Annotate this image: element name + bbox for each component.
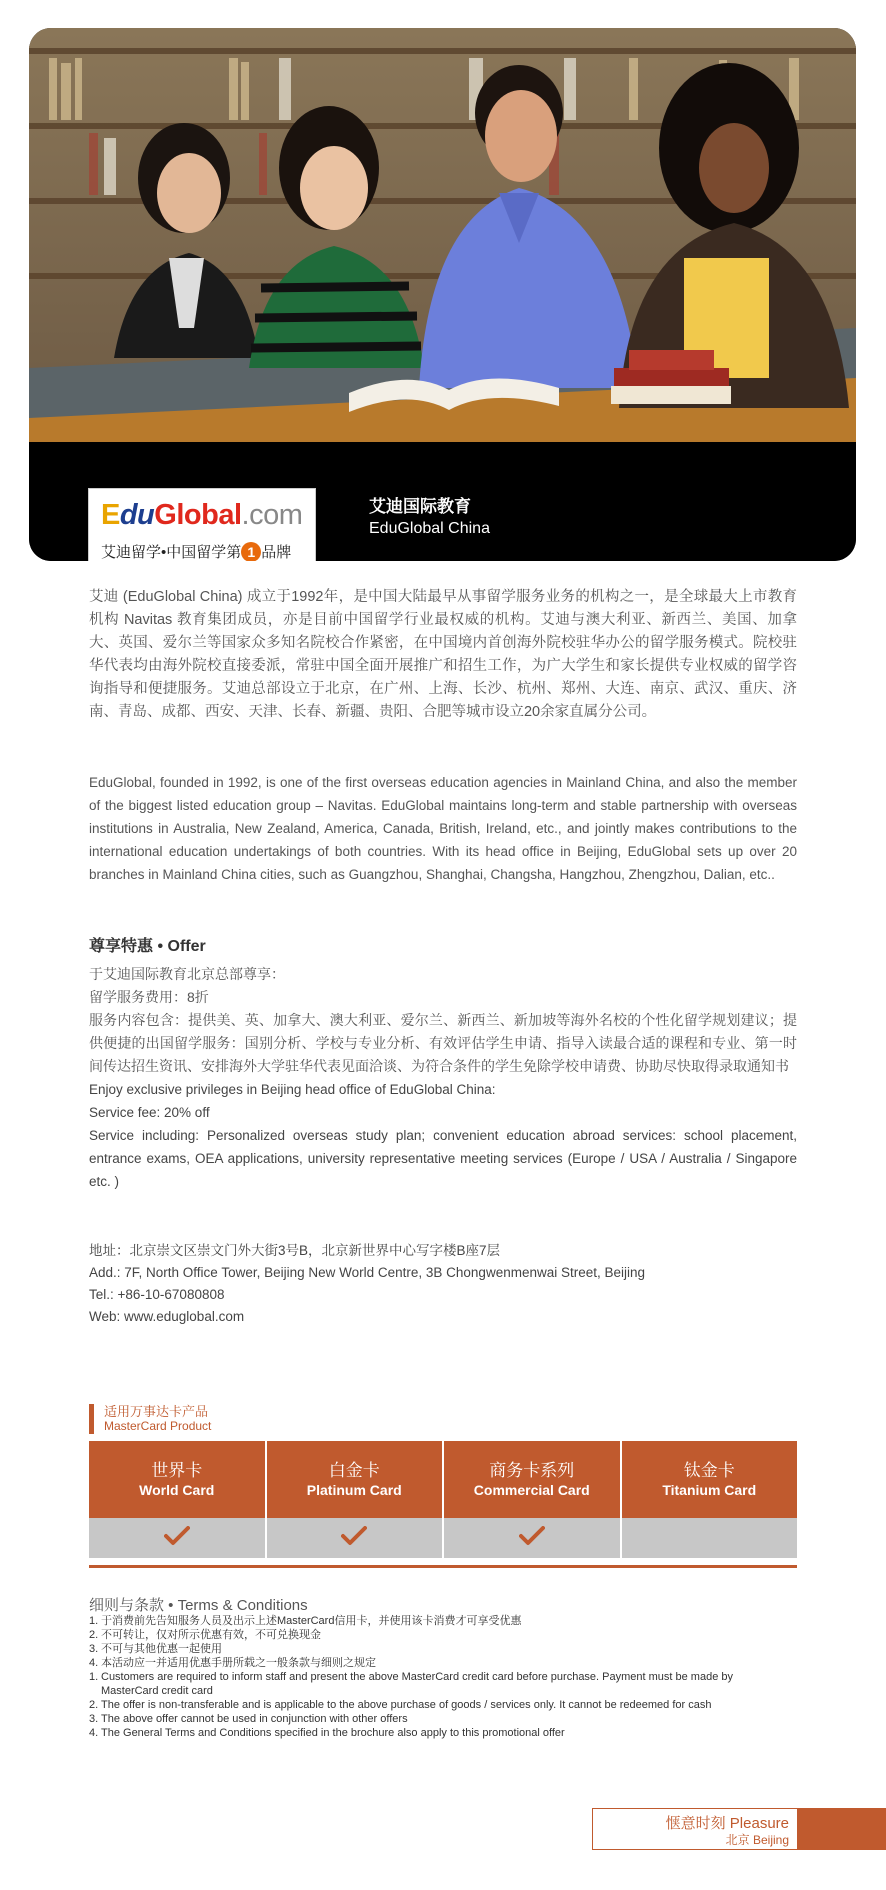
students-library-photo — [29, 28, 856, 442]
card-titanium-en: Titanium Card — [662, 1482, 757, 1498]
term-item: 2. 不可转让，仅对所示优惠有效，不可兑换现金 — [89, 1629, 321, 1641]
term-item: 3. The above offer cannot be used in conjunction with other offers — [89, 1713, 408, 1725]
brand-bar — [29, 442, 856, 561]
divider — [89, 1565, 797, 1568]
checkmark-icon — [519, 1526, 545, 1551]
offer-line-en-2: Service fee: 20% off — [89, 1105, 210, 1120]
term-item: 4. 本活动应一并适用优惠手册所载之一般条款与细则之规定 — [89, 1657, 376, 1669]
eduglobal-logo — [88, 488, 316, 561]
check-cell-commercial — [444, 1518, 622, 1558]
offer-line-cn-2: 留学服务费用：8折 — [89, 989, 209, 1005]
checkmark-icon — [164, 1526, 190, 1551]
offer-line-en-3: Service including: Personalized overseas study plan; convenient education abroad services: school placement, entrance exams, OEA applications, university representative meeting services (Europe / USA / Australia / Singapore etc. ) — [89, 1128, 797, 1189]
card-world — [89, 1441, 267, 1518]
terms-list — [89, 1614, 769, 1740]
offer-line-en-1: Enjoy exclusive privileges in Beijing head office of EduGlobal China: — [89, 1082, 496, 1097]
badge-accent — [798, 1808, 886, 1850]
card-commercial — [444, 1441, 622, 1518]
offer-details — [89, 963, 797, 1193]
address-en: Add.: 7F, North Office Tower, Beijing New World Centre, 3B Chongwenmenwai Street, Beijing — [89, 1265, 646, 1280]
check-cell-platinum — [267, 1518, 445, 1558]
card-commercial-cn: 商务卡系列 — [489, 1461, 575, 1480]
card-titanium-cn: 钛金卡 — [683, 1461, 735, 1480]
check-cell-world — [89, 1518, 267, 1558]
term-item: 4. The General Terms and Conditions specified in the brochure also apply to this promotional offer — [89, 1727, 565, 1739]
logo-wordmark: EduGlobal.com — [101, 499, 303, 531]
mastercard-title-cn: 适用万事达卡产品 — [104, 1404, 209, 1419]
mastercard-title-en: MasterCard Product — [104, 1419, 212, 1433]
card-world-en: World Card — [139, 1482, 215, 1498]
card-world-cn: 世界卡 — [151, 1461, 203, 1480]
card-titanium — [622, 1441, 798, 1518]
term-item: 2. The offer is non-transferable and is applicable to the above purchase of goods / services only. It cannot be redeemed for cash — [89, 1699, 712, 1711]
term-item: 3. 不可与其他优惠一起使用 — [89, 1643, 222, 1655]
telephone: Tel.: +86-10-67080808 — [89, 1287, 225, 1302]
check-cell-titanium — [622, 1518, 798, 1558]
mastercard-table — [89, 1441, 797, 1558]
card-platinum-cn: 白金卡 — [328, 1461, 380, 1480]
logo-tagline: 艾迪留学•中国留学第 1 品牌 — [101, 544, 292, 561]
intro-en: EduGlobal, founded in 1992, is one of the first overseas education agencies in Mainland China, and also the member of the biggest listed education group – Navitas. EduGlobal maintains long-term and stable partnership with overseas institutions in Australia, New Zealand, America, Canada, British, Ireland, etc., and jointly makes contributions to the international education undertakings of both countries. With its head office in Beijing, EduGlobal sets up over 20 branches in Mainland China cities, such as Guangzhou, Shanghai, Changsha, Hangzhou, Zhengzhou, Dalian, etc.. — [89, 775, 797, 882]
brand-name-en: EduGlobal China — [369, 520, 490, 537]
brand-name-cn: 艾迪国际教育 — [369, 497, 471, 516]
offer-line-cn-3: 服务内容包含：提供美、英、加拿大、澳大利亚、爱尔兰、新西兰、新加坡等海外名校的个性化留学规划建议；提供便捷的出国留学服务：国别分析、学校与专业分析、有效评估学生申请、指导入读最合适的课程和专业、第一时间传达招生资讯、安排海外大学驻华代表见面洽谈、为符合条件的学生免除学校申请费、协助尽快取得录取通知书 — [89, 1012, 797, 1074]
offer-line-cn-1: 于艾迪国际教育北京总部尊享： — [89, 966, 285, 982]
badge-city: 北京 Beijing — [725, 1833, 789, 1847]
card-platinum-en: Platinum Card — [306, 1482, 402, 1498]
badge-title: 惬意时刻 Pleasure — [665, 1815, 789, 1832]
website[interactable]: Web: www.eduglobal.com — [89, 1309, 245, 1324]
checkmark-icon — [341, 1526, 367, 1551]
badge-box — [592, 1808, 798, 1850]
offer-title: 尊享特惠 • Offer — [89, 938, 206, 955]
intro-cn: 艾迪 (EduGlobal China) 成立于1992年，是中国大陆最早从事留学服务业务的机构之一，是全球最大上市教育机构 Navitas 教育集团成员，亦是目前中国留学行业最权威的机构。艾迪与澳大利亚、新西兰、美国、加拿大、英国、爱尔兰等国家众多知名院校合作紧密，在中国境内首创海外院校驻华办公的留学服务模式。院校驻华代表均由海外院校直接委派，常驻中国全面开展推广和招生工作，为广大学生和家长提供专业权威的留学咨询指导和便捷服务。艾迪总部设立于北京，在广州、上海、长沙、杭州、郑州、大连、南京、武汉、重庆、济南、青岛、成都、西安、天津、长春、新疆、贵阳、合肥等城市设立20余家直属分公司。 — [89, 589, 797, 720]
address-cn: 地址：北京崇文区崇文门外大街3号B，北京新世界中心写字楼B座7层 — [89, 1243, 501, 1258]
term-item: 1. Customers are required to inform staff and present the above MasterCard credit card before purchase. Payment must be made by MasterCard credit card — [89, 1671, 734, 1697]
term-item: 1. 于消费前先告知服务人员及出示上述MasterCard信用卡，并使用该卡消费才可享受优惠 — [89, 1615, 522, 1627]
hero-card — [29, 28, 856, 561]
hero-photo — [29, 28, 856, 442]
mastercard-heading — [89, 1404, 211, 1434]
terms-title: 细则与条款 • Terms & Conditions — [89, 1597, 308, 1614]
card-commercial-en: Commercial Card — [473, 1482, 590, 1498]
pleasure-badge — [592, 1808, 886, 1850]
contact-block — [89, 1240, 797, 1328]
card-platinum — [267, 1441, 445, 1518]
